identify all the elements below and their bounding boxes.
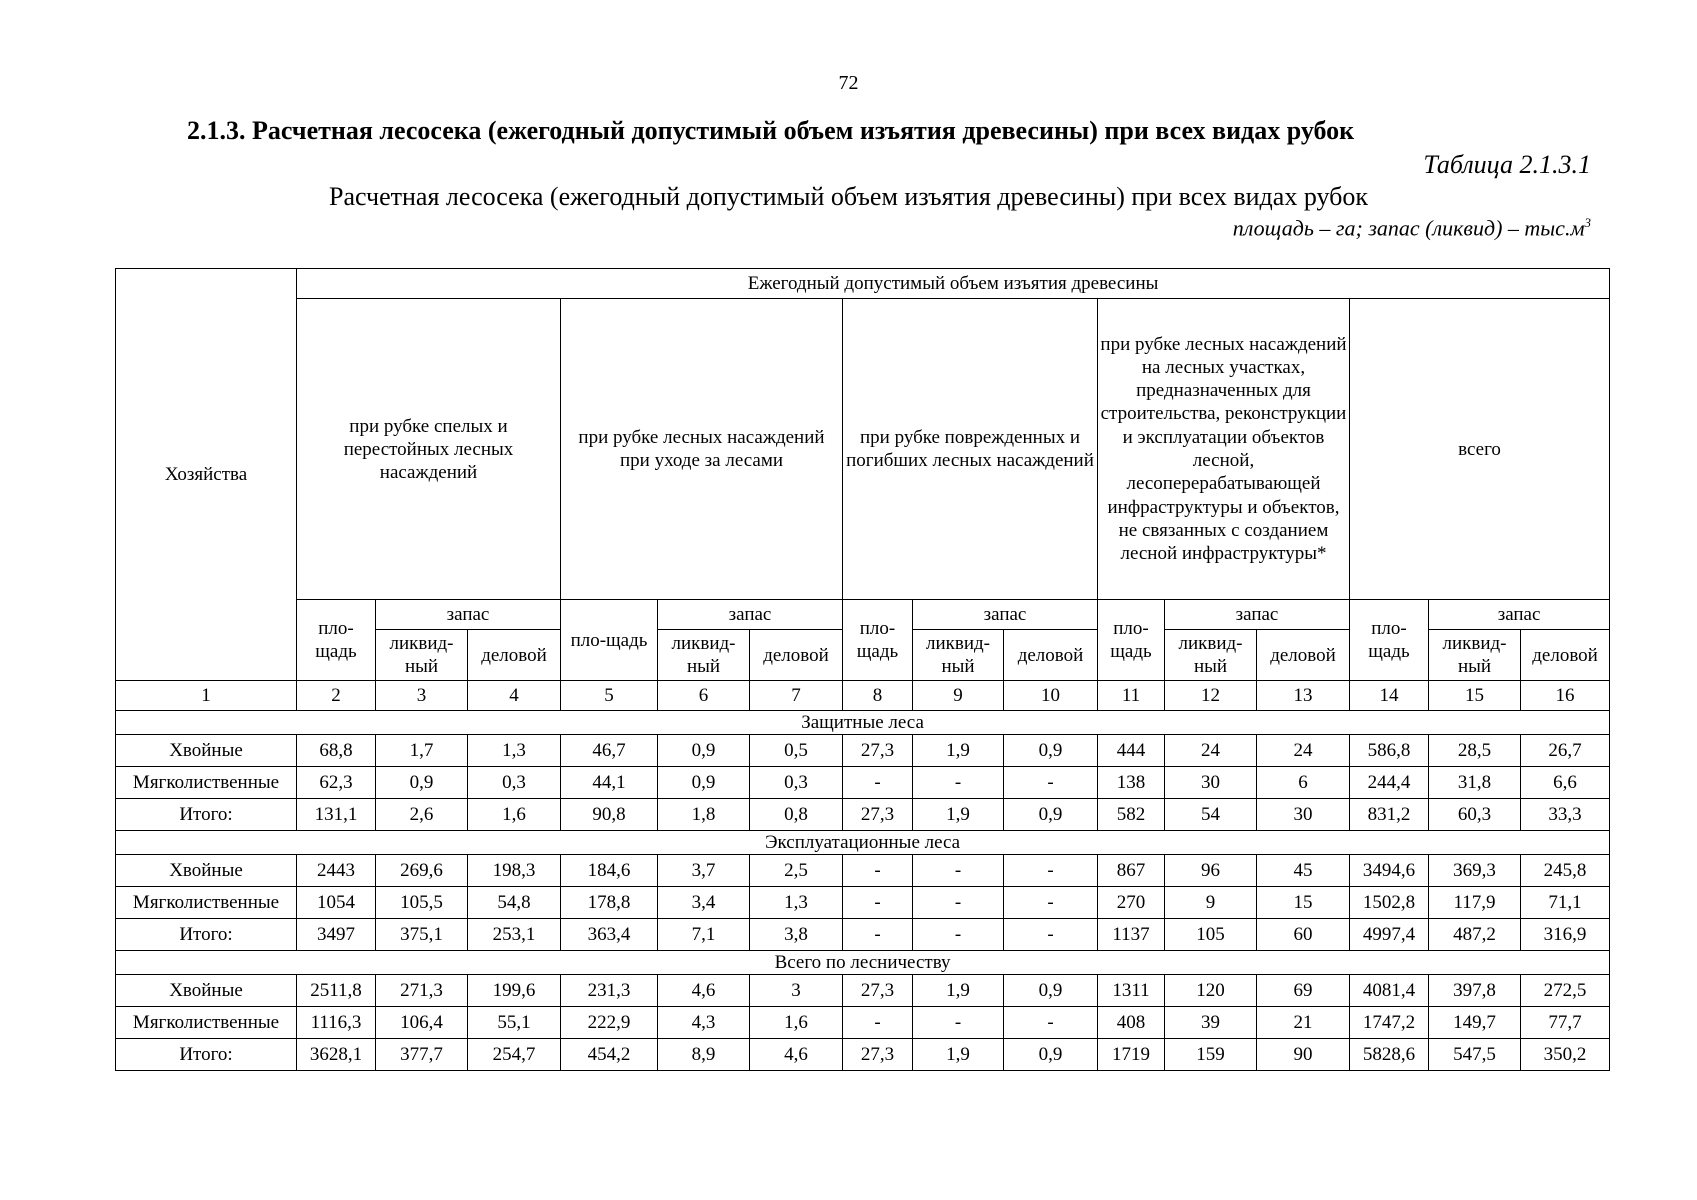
table-cell: 377,7	[376, 1039, 468, 1071]
subheader-business: деловой	[1004, 630, 1098, 681]
table-cell: 316,9	[1521, 919, 1610, 951]
subheader-area: пло-щадь	[843, 600, 913, 681]
table-cell: 90	[1257, 1039, 1350, 1071]
column-number: 4	[468, 681, 561, 711]
table-cell: 2443	[297, 855, 376, 887]
table-cell: -	[1004, 767, 1098, 799]
table-cell: 199,6	[468, 975, 561, 1007]
table-cell: 54	[1165, 799, 1257, 831]
section-title-cell: Защитные леса	[116, 711, 1610, 735]
table-cell: 4081,4	[1350, 975, 1429, 1007]
table-cell: 269,6	[376, 855, 468, 887]
column-number: 3	[376, 681, 468, 711]
header-group-construction: при рубке лесных насаждений на лесных участках, предназначенных для строительства, реконструкции и эксплуатации объектов лесной, лесоперерабатывающей инфраструктуры и объектов, не связанных с созданием лесной инфраструктуры*	[1098, 299, 1350, 600]
column-number: 14	[1350, 681, 1429, 711]
table-cell: -	[913, 855, 1004, 887]
table-cell: -	[1004, 887, 1098, 919]
section-row	[116, 831, 1610, 855]
row-label: Хвойные	[116, 975, 297, 1007]
subheader-area: пло-щадь	[297, 600, 376, 681]
column-number: 16	[1521, 681, 1610, 711]
table-cell: 0,9	[658, 767, 750, 799]
table-cell: 350,2	[1521, 1039, 1610, 1071]
row-label: Мягколиственные	[116, 887, 297, 919]
header-group-total: всего	[1350, 299, 1610, 600]
table-cell: 131,1	[297, 799, 376, 831]
subheader-liquid: ликвид-ный	[913, 630, 1004, 681]
table-cell: 0,9	[376, 767, 468, 799]
table-cell: 2,6	[376, 799, 468, 831]
table-row	[116, 975, 1610, 1007]
table-cell: 55,1	[468, 1007, 561, 1039]
subheader-business: деловой	[468, 630, 561, 681]
column-number: 5	[561, 681, 658, 711]
table-cell: -	[913, 919, 1004, 951]
table-cell: 26,7	[1521, 735, 1610, 767]
table-cell: 1,9	[913, 799, 1004, 831]
table-cell: 15	[1257, 887, 1350, 919]
table-cell: 68,8	[297, 735, 376, 767]
table-cell: 1,3	[750, 887, 843, 919]
table-cell: 54,8	[468, 887, 561, 919]
table-cell: 105,5	[376, 887, 468, 919]
units-text: площадь – га; запас (ликвид) – тыс.м	[1232, 215, 1585, 241]
column-number: 12	[1165, 681, 1257, 711]
subheader-liquid: ликвид-ный	[1165, 630, 1257, 681]
table-cell: 0,8	[750, 799, 843, 831]
header-group-mature: при рубке спелых и перестойных лесных насаждений	[297, 299, 561, 600]
table-cell: -	[913, 887, 1004, 919]
table-cell: 117,9	[1429, 887, 1521, 919]
table-cell: 8,9	[658, 1039, 750, 1071]
section-row	[116, 951, 1610, 975]
table-cell: 3,8	[750, 919, 843, 951]
table-row	[116, 919, 1610, 951]
table-cell: 244,4	[1350, 767, 1429, 799]
table-cell: 547,5	[1429, 1039, 1521, 1071]
column-number: 6	[658, 681, 750, 711]
table-cell: 271,3	[376, 975, 468, 1007]
table-cell: 184,6	[561, 855, 658, 887]
table-row	[116, 767, 1610, 799]
table-cell: -	[843, 855, 913, 887]
table-cell: 1,7	[376, 735, 468, 767]
table-cell: -	[913, 767, 1004, 799]
subheader-stock: запас	[1429, 600, 1610, 630]
units-superscript: 3	[1584, 215, 1591, 230]
table-cell: 44,1	[561, 767, 658, 799]
table-cell: 0,9	[1004, 799, 1098, 831]
table-cell: 586,8	[1350, 735, 1429, 767]
header-top: Ежегодный допустимый объем изъятия древесины	[297, 269, 1610, 299]
table-cell: 27,3	[843, 1039, 913, 1071]
table-cell: -	[913, 1007, 1004, 1039]
table-cell: 27,3	[843, 975, 913, 1007]
header-group-damaged: при рубке поврежденных и погибших лесных насаждений	[843, 299, 1098, 600]
table-cell: 7,1	[658, 919, 750, 951]
table-cell: 1,9	[913, 735, 1004, 767]
table-cell: 0,9	[1004, 735, 1098, 767]
table-cell: 28,5	[1429, 735, 1521, 767]
table-cell: 30	[1165, 767, 1257, 799]
subheader-stock: запас	[376, 600, 561, 630]
table-cell: 375,1	[376, 919, 468, 951]
table-cell: -	[1004, 1007, 1098, 1039]
table-cell: 30	[1257, 799, 1350, 831]
table-cell: 5828,6	[1350, 1039, 1429, 1071]
table-cell: 46,7	[561, 735, 658, 767]
column-number: 7	[750, 681, 843, 711]
table-cell: 159	[1165, 1039, 1257, 1071]
table-cell: 1054	[297, 887, 376, 919]
table-row	[116, 1007, 1610, 1039]
column-number: 8	[843, 681, 913, 711]
column-number: 2	[297, 681, 376, 711]
table-cell: 831,2	[1350, 799, 1429, 831]
table-cell: 454,2	[561, 1039, 658, 1071]
subheader-stock: запас	[913, 600, 1098, 630]
table-cell: 4997,4	[1350, 919, 1429, 951]
table-cell: 105	[1165, 919, 1257, 951]
table-cell: 1116,3	[297, 1007, 376, 1039]
row-label: Хвойные	[116, 735, 297, 767]
table-cell: 45	[1257, 855, 1350, 887]
table-cell: 1502,8	[1350, 887, 1429, 919]
table-row	[116, 799, 1610, 831]
table-cell: -	[843, 887, 913, 919]
table-cell: 0,5	[750, 735, 843, 767]
table-cell: 1,9	[913, 975, 1004, 1007]
subheader-business: деловой	[1521, 630, 1610, 681]
table-row	[116, 1039, 1610, 1071]
table-row	[116, 887, 1610, 919]
section-title: 2.1.3. Расчетная лесосека (ежегодный допустимый объем изъятия древесины) при всех видах рубок	[187, 116, 1355, 145]
table-cell: 0,3	[468, 767, 561, 799]
table-cell: 77,7	[1521, 1007, 1610, 1039]
table-cell: 0,9	[658, 735, 750, 767]
table-cell: 1311	[1098, 975, 1165, 1007]
section-row	[116, 711, 1610, 735]
table-cell: 21	[1257, 1007, 1350, 1039]
table-cell: 198,3	[468, 855, 561, 887]
table-cell: 4,6	[658, 975, 750, 1007]
table-cell: 582	[1098, 799, 1165, 831]
column-number: 13	[1257, 681, 1350, 711]
section-title-cell: Эксплуатационные леса	[116, 831, 1610, 855]
allowable-cut-table	[115, 268, 1610, 1071]
subheader-area: пло-щадь	[1098, 600, 1165, 681]
table-row	[116, 735, 1610, 767]
table-cell: 96	[1165, 855, 1257, 887]
table-cell: 27,3	[843, 799, 913, 831]
table-cell: 4,3	[658, 1007, 750, 1039]
table-cell: -	[843, 767, 913, 799]
subheader-business: деловой	[750, 630, 843, 681]
table-cell: 397,8	[1429, 975, 1521, 1007]
table-cell: 867	[1098, 855, 1165, 887]
header-group-care: при рубке лесных насаждений при уходе за лесами	[561, 299, 843, 600]
table-cell: 272,5	[1521, 975, 1610, 1007]
table-cell: 106,4	[376, 1007, 468, 1039]
table-cell: 245,8	[1521, 855, 1610, 887]
table-cell: 363,4	[561, 919, 658, 951]
table-cell: 149,7	[1429, 1007, 1521, 1039]
table-cell: 222,9	[561, 1007, 658, 1039]
table-cell: 60,3	[1429, 799, 1521, 831]
table-caption	[0, 182, 1697, 212]
table-cell: 6,6	[1521, 767, 1610, 799]
table-cell: 138	[1098, 767, 1165, 799]
table-cell: -	[843, 1007, 913, 1039]
row-label: Итого:	[116, 919, 297, 951]
subheader-stock: запас	[658, 600, 843, 630]
table-cell: 1,6	[750, 1007, 843, 1039]
table-cell: 71,1	[1521, 887, 1610, 919]
section-title-cell: Всего по лесничеству	[116, 951, 1610, 975]
table-cell: 0,9	[1004, 975, 1098, 1007]
table-cell: 1,6	[468, 799, 561, 831]
table-cell: 178,8	[561, 887, 658, 919]
subheader-liquid: ликвид-ный	[376, 630, 468, 681]
table-cell: 120	[1165, 975, 1257, 1007]
table-cell: 69	[1257, 975, 1350, 1007]
table-cell: 2,5	[750, 855, 843, 887]
table-cell: 33,3	[1521, 799, 1610, 831]
table-cell: 0,3	[750, 767, 843, 799]
table-row	[116, 855, 1610, 887]
table-cell: 487,2	[1429, 919, 1521, 951]
table-cell: 0,9	[1004, 1039, 1098, 1071]
row-label: Хвойные	[116, 855, 297, 887]
table-cell: 3494,6	[1350, 855, 1429, 887]
column-number: 9	[913, 681, 1004, 711]
column-number: 1	[116, 681, 297, 711]
table-cell: 3,4	[658, 887, 750, 919]
units-note	[1233, 215, 1591, 241]
table-cell: 24	[1165, 735, 1257, 767]
page-number: 72	[838, 72, 859, 94]
table-cell: 3	[750, 975, 843, 1007]
table-cell: 1747,2	[1350, 1007, 1429, 1039]
table-cell: 62,3	[297, 767, 376, 799]
table-cell: 60	[1257, 919, 1350, 951]
subheader-area: пло-щадь	[561, 600, 658, 681]
row-label: Итого:	[116, 799, 297, 831]
table-cell: 1,9	[913, 1039, 1004, 1071]
table-cell: 254,7	[468, 1039, 561, 1071]
row-label: Мягколиственные	[116, 1007, 297, 1039]
table-cell: 1,3	[468, 735, 561, 767]
table-caption-text: Расчетная лесосека (ежегодный допустимый объем изъятия древесины) при всех видах рубок	[329, 182, 1368, 211]
subheader-liquid: ликвид-ный	[1429, 630, 1521, 681]
header-farms: Хозяйства	[116, 269, 297, 681]
table-cell: 9	[1165, 887, 1257, 919]
table-cell: 444	[1098, 735, 1165, 767]
table-cell: 369,3	[1429, 855, 1521, 887]
table-cell: 24	[1257, 735, 1350, 767]
table-cell: 90,8	[561, 799, 658, 831]
table-cell: 2511,8	[297, 975, 376, 1007]
table-number: Таблица 2.1.3.1	[1423, 150, 1591, 179]
row-label: Мягколиственные	[116, 767, 297, 799]
table-cell: 231,3	[561, 975, 658, 1007]
table-cell: 253,1	[468, 919, 561, 951]
table-cell: 3,7	[658, 855, 750, 887]
subheader-area: пло-щадь	[1350, 600, 1429, 681]
column-number: 11	[1098, 681, 1165, 711]
table-cell: 1,8	[658, 799, 750, 831]
table-cell: 1137	[1098, 919, 1165, 951]
table-cell: 4,6	[750, 1039, 843, 1071]
column-number: 10	[1004, 681, 1098, 711]
table-cell: 1719	[1098, 1039, 1165, 1071]
subheader-liquid: ликвид-ный	[658, 630, 750, 681]
table-cell: 3497	[297, 919, 376, 951]
table-cell: 408	[1098, 1007, 1165, 1039]
table-cell: 270	[1098, 887, 1165, 919]
subheader-stock: запас	[1165, 600, 1350, 630]
table-cell: -	[1004, 855, 1098, 887]
table-cell: 31,8	[1429, 767, 1521, 799]
row-label: Итого:	[116, 1039, 297, 1071]
table-cell: 3628,1	[297, 1039, 376, 1071]
subheader-business: деловой	[1257, 630, 1350, 681]
column-number: 15	[1429, 681, 1521, 711]
table-cell: 39	[1165, 1007, 1257, 1039]
table-cell: 27,3	[843, 735, 913, 767]
table-cell: 6	[1257, 767, 1350, 799]
table-cell: -	[1004, 919, 1098, 951]
table-cell: -	[843, 919, 913, 951]
